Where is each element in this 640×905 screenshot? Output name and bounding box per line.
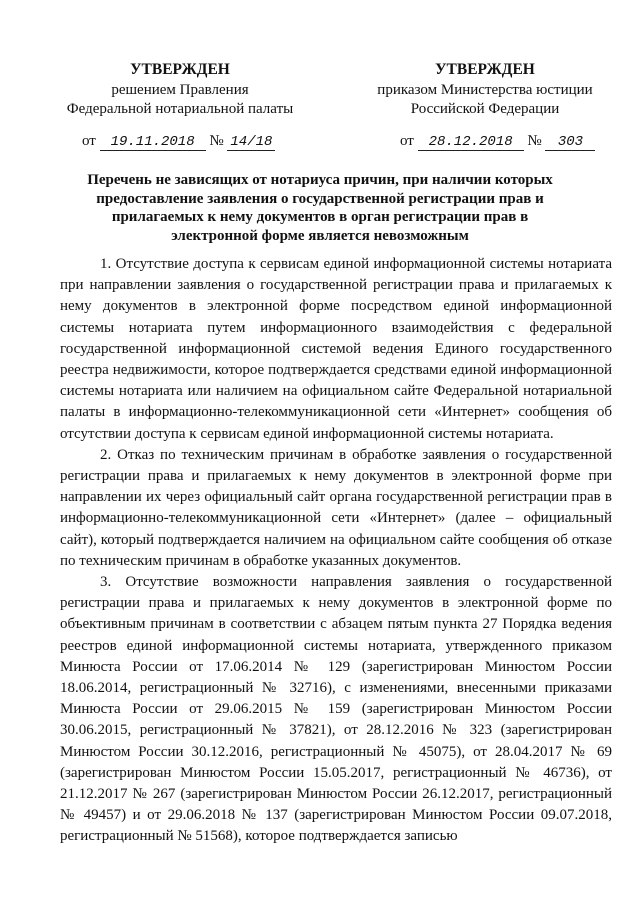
approval-left-heading: УТВЕРЖДЕН (130, 61, 230, 78)
paragraph-2: 2. Отказ по техническим причинам в обработке заявления о государственной регистрации права и прилагаемых к нему документов в электронной форме при направлении их через официальный сайт органа государственной регистрации прав в информационно-телекоммуникационной сети «Интернет» (далее – официальный сайт), который подтверждается наличием на официальном сайте сообщения об отказе по техническим причинам в обработке указанных документов. (60, 446, 612, 569)
approval-right-line2: Российской Федерации (410, 101, 560, 117)
approval-left-date-prefix: от (82, 133, 96, 149)
approval-right-number-sign: № (527, 133, 542, 149)
approval-left-date-line (82, 133, 275, 151)
approval-left-number: 14/18 (227, 134, 275, 151)
document-title: Перечень не зависящих от нотариуса причин, при наличии которых предоставление заявления о государственной регистрации прав и прилагаемых к нему документов в орган регистрации прав в электронной форме является невозможным (87, 172, 553, 244)
paragraph-3: 3. Отсутствие возможности направления заявления о государственной регистрации права и прилагаемых к нему документов в электронной форме по объективным причинам в соответствии с абзацем пятым пункта 27 Порядка ведения реестров единой информационной системы нотариата, утвержденного приказом Минюста России от 17.06.2014 № 129 (зарегистрирован Минюстом России 18.06.2014, регистрационный № 32716), с изменениями, внесенными приказами Минюста России от 29.06.2015 № 159 (зарегистрирован Минюстом России 30.06.2015, регистрационный № 37821), от 28.12.2016 № 323 (зарегистрирован Минюстом России 30.12.2016, регистрационный № 45075), от 28.04.2017 № 69 (зарегистрирован Минюстом России 15.05.2017, регистрационный № 46736), от 21.12.2017 № 267 (зарегистрирован Минюстом России 26.12.2017, регистрационный № 49457) и от 29.06.2018 № 137 (зарегистрирован Минюстом России 09.07.2018, регистрационный № 51568), которое подтверждается записью (60, 574, 612, 845)
approval-right-number: 303 (545, 134, 595, 151)
approval-right-date-line (400, 133, 595, 151)
document-body (60, 254, 612, 848)
approval-block-left (55, 60, 305, 119)
approval-left-line1: решением Правления (111, 82, 249, 98)
approval-left-line2: Федеральной нотариальной палаты (66, 101, 294, 117)
paragraph-1: 1. Отсутствие доступа к сервисам единой информационной системы нотариата при направлении заявления о государственной регистрации права и прилагаемых к нему документов в электронной форме посредством единой информационной системы нотариата путем информационного взаимодействия с федеральной государственной информационной системой ведения Единого государственного реестра недвижимости, которое подтверждается средствами единой информационной системы нотариата или наличием на официальном сайте Федеральной нотариальной палаты в информационно-телекоммуникационной сети «Интернет» сообщения об отсутствии доступа к сервисам единой информационной системы нотариата. (60, 256, 612, 442)
approval-left-date: 19.11.2018 (100, 134, 206, 151)
approval-right-heading: УТВЕРЖДЕН (435, 61, 535, 78)
approval-right-date-prefix: от (400, 133, 414, 149)
approval-right-date: 28.12.2018 (418, 134, 524, 151)
approval-right-line1: приказом Министерства юстиции (377, 82, 593, 98)
approval-block-right (355, 60, 615, 119)
approval-left-number-sign: № (209, 133, 224, 149)
